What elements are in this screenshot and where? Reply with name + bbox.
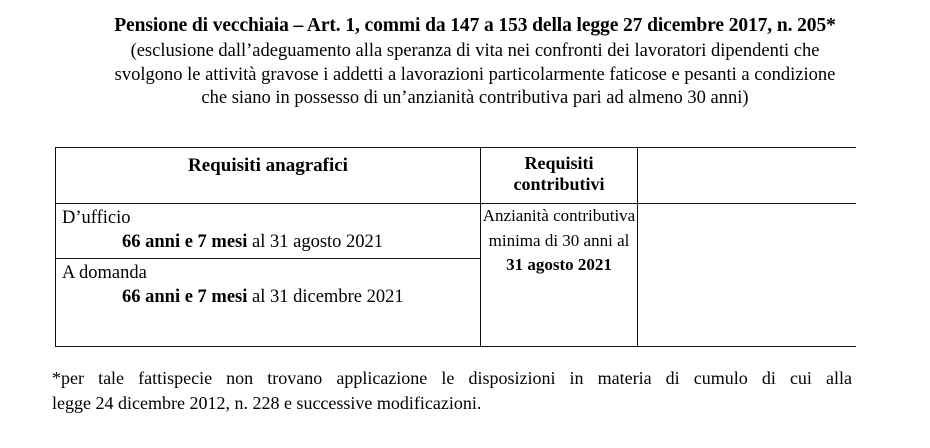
cell-empty (638, 204, 856, 347)
row-value-dufficio-age: 66 anni e 7 mesi (122, 232, 248, 252)
row-value-dufficio (62, 230, 474, 255)
header-label-contributivi (481, 148, 637, 195)
requirements-table (55, 147, 856, 347)
table-row (56, 204, 480, 259)
document-subtitle (52, 40, 898, 111)
header-cell-empty (638, 148, 856, 204)
table-row (56, 259, 480, 313)
subtitle-line-1: (esclusione dall’adeguamento alla speranza di vita nei confronti dei lavoratori dipendenti che (130, 41, 820, 61)
row-value-a-domanda-age: 66 anni e 7 mesi (122, 287, 248, 307)
row-value-a-domanda (62, 285, 474, 310)
row-label-dufficio: D’ufficio (62, 208, 131, 228)
row-value-a-domanda-date: al 31 dicembre 2021 (247, 287, 404, 307)
subtitle-line-3: che siano in possesso di un’anzianità contributiva pari ad almeno 30 anni) (201, 88, 749, 108)
document-title: Pensione di vecchiaia – Art. 1, commi da 147 a 153 della legge 27 dicembre 2017, n. 205* (114, 15, 836, 36)
footnote (52, 366, 852, 416)
cell-contributivi (481, 204, 638, 347)
header-label-anagrafici: Requisiti anagrafici (188, 155, 348, 176)
header-cell-contributivi (481, 148, 638, 204)
heading-block (52, 14, 898, 111)
contributivi-text: Anzianità contributiva minima di 30 anni al (482, 206, 636, 250)
header-label-contributivi-line2: contributivi (513, 174, 605, 194)
header-cell-anagrafici (56, 148, 481, 204)
footnote-line-2: legge 24 dicembre 2012, n. 228 e successive modificazioni. (52, 393, 482, 413)
contributivi-date: 31 agosto 2021 (506, 255, 612, 274)
cell-anagrafici (56, 204, 481, 347)
table-body-row (56, 204, 856, 347)
table-header-row (56, 148, 856, 204)
row-value-dufficio-date: al 31 agosto 2021 (247, 232, 384, 252)
row-label-a-domanda: A domanda (62, 263, 147, 283)
footnote-line-1: *per tale fattispecie non trovano applicazione le disposizioni in materia di cumulo di cui alla (52, 368, 852, 388)
header-label-empty (638, 148, 856, 154)
subtitle-line-2: svolgono le attività gravose i addetti a lavorazioni particolarmente faticose e pesanti a condizione (114, 64, 836, 85)
header-label-contributivi-line1: Requisiti (524, 153, 594, 173)
